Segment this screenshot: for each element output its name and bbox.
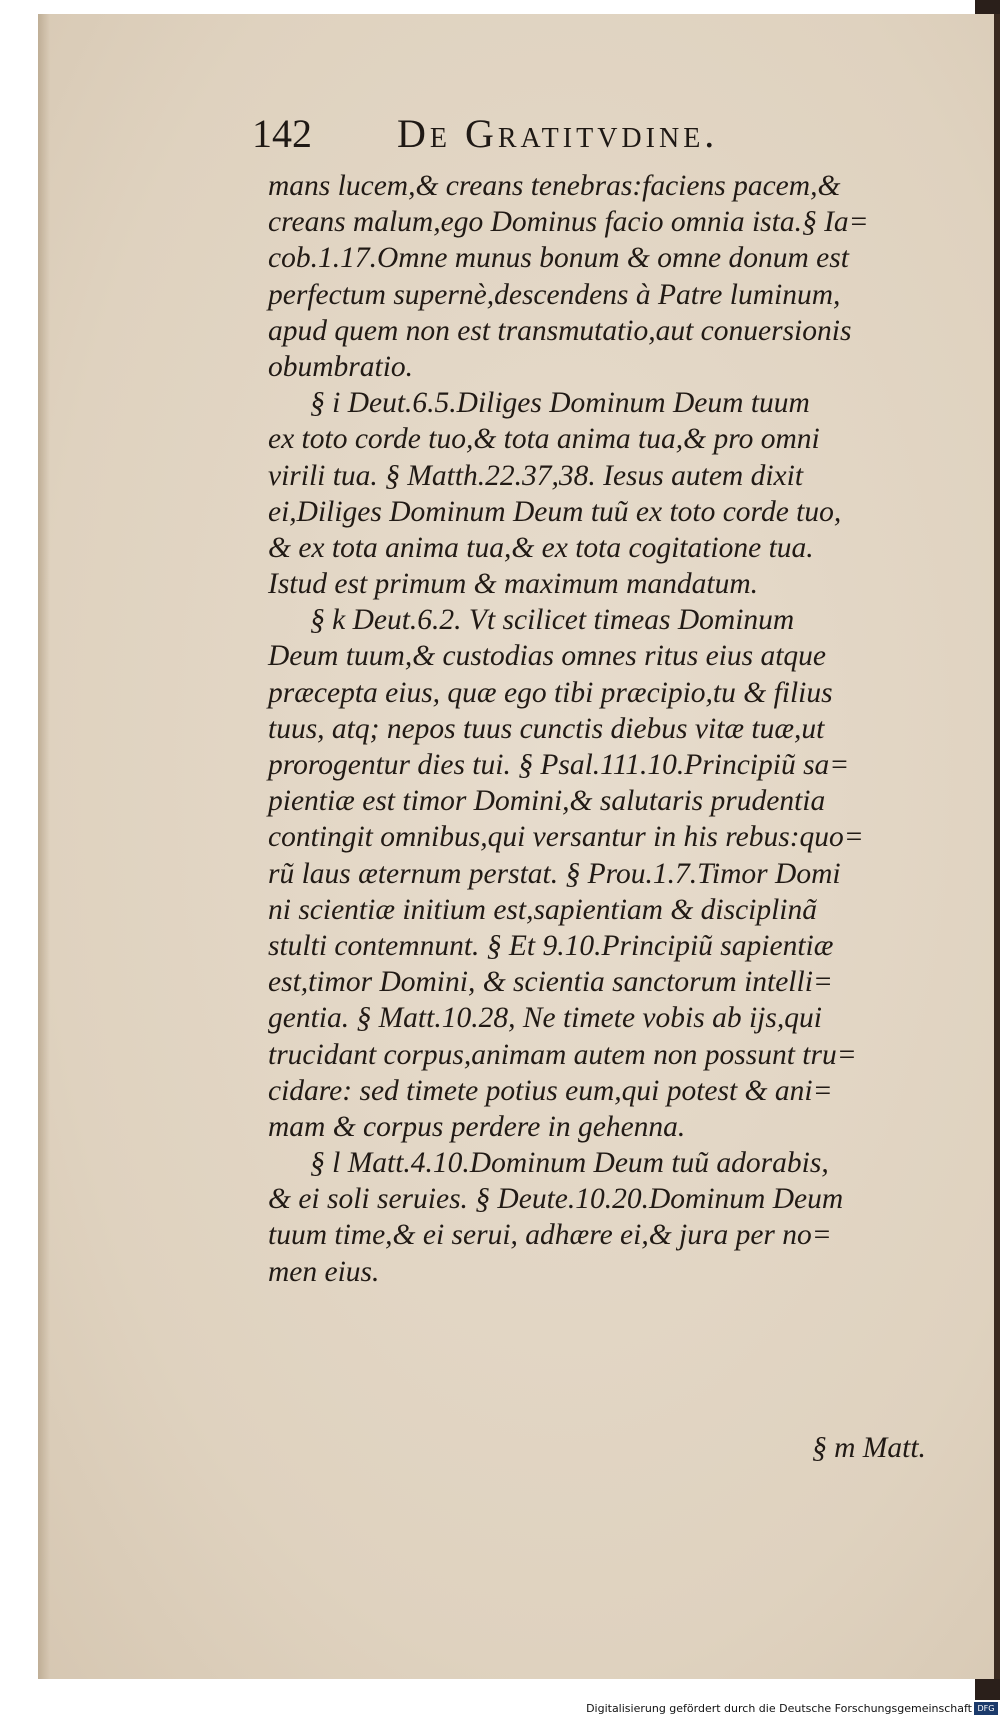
text-line: mans lucem,& creans tenebras:faciens pacem,& <box>268 170 841 202</box>
text-line: stulti contemnunt. § Et 9.10.Principiũ sapientiæ <box>268 929 834 962</box>
running-head: De Gratitvdine. <box>397 111 719 156</box>
dfg-logo-icon: DFG <box>974 1702 998 1715</box>
text-line: virili tua. § Matth.22.37,38. Iesus autem dixit <box>268 459 804 492</box>
text-line: cob.1.17.Omne munus bonum & omne donum est <box>268 242 849 275</box>
text-line: rũ laus æternum perstat. § Prou.1.7.Timor Domi <box>268 857 841 890</box>
page-header <box>252 110 942 160</box>
text-line: apud quem non est transmutatio,aut conuersionis <box>268 314 852 347</box>
text-line: Istud est primum & maximum mandatum. <box>268 568 759 601</box>
text-line: § k Deut.6.2. Vt scilicet timeas Dominum <box>310 604 795 637</box>
text-line: ni scientiæ initium est,sapientiam & disciplinã <box>268 893 818 926</box>
text-line: perfectum supernè,descendens à Patre luminum, <box>268 278 841 311</box>
text-line: obumbratio. <box>268 350 414 383</box>
text-line: ei,Diliges Dominum Deum tuũ ex toto corde tuo, <box>268 495 842 528</box>
text-line: pientiæ est timor Domini,& salutaris prudentia <box>268 785 826 818</box>
funding-credit: Digitalisierung gefördert durch die Deutsche Forschungsgemeinschaft <box>586 1702 972 1715</box>
text-line: Deum tuum,& custodias omnes ritus eius atque <box>268 640 827 673</box>
text-line: § i Deut.6.5.Diliges Dominum Deum tuum <box>310 387 810 420</box>
text-line: trucidant corpus,animam autem non possunt tru= <box>268 1038 857 1071</box>
digitization-footer <box>0 1700 1000 1719</box>
catchword: § m Matt. <box>812 1432 926 1464</box>
text-line: mam & corpus perdere in gehenna. <box>268 1110 686 1143</box>
text-line: cidare: sed timete potius eum,qui potest & ani= <box>268 1074 833 1107</box>
page-number: 142 <box>252 111 312 156</box>
text-line: est,timor Domini, & scientia sanctorum intelli= <box>268 966 833 999</box>
text-line: § l Matt.4.10.Dominum Deum tuũ adorabis, <box>310 1147 829 1180</box>
text-line: tuum time,& ei serui, adhære ei,& jura per no= <box>268 1219 832 1252</box>
page-gutter-shadow <box>38 14 50 1679</box>
text-line: contingit omnibus,qui versantur in his rebus:quo= <box>268 821 864 854</box>
text-line: præcepta eius, quæ ego tibi præcipio,tu & filius <box>268 676 833 709</box>
text-line: ex toto corde tuo,& tota anima tua,& pro omni <box>268 423 820 456</box>
text-line: prorogentur dies tui. § Psal.111.10.Principiũ sa= <box>268 749 850 781</box>
text-line: & ex tota anima tua,& ex tota cogitatione tua. <box>268 531 814 564</box>
text-line: men eius. <box>268 1255 380 1288</box>
text-line: & ei soli seruies. § Deute.10.20.Dominum Deum <box>268 1183 844 1216</box>
text-line: tuus, atq; nepos tuus cunctis diebus vitæ tuæ,ut <box>268 712 825 745</box>
text-line: gentia. § Matt.10.28, Ne timete vobis ab ijs,qui <box>268 1002 822 1035</box>
text-line: creans malum,ego Dominus facio omnia ista.§ Ia= <box>268 206 869 239</box>
body-text <box>268 168 958 1290</box>
